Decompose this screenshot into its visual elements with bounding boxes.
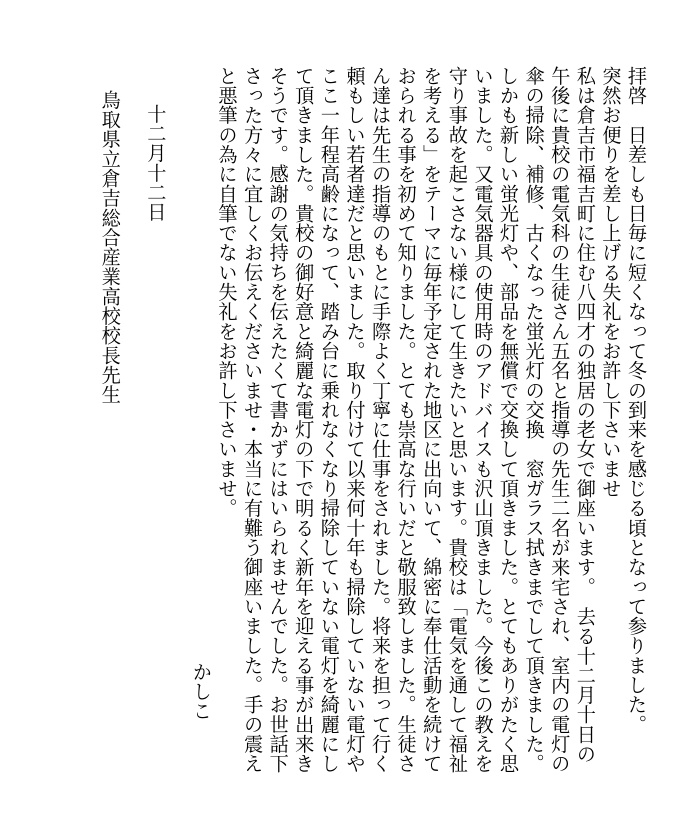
spacer	[123, 66, 143, 766]
letter-line: 突然お便りを差し上げる失礼をお許し下さいませ	[599, 66, 623, 499]
letter	[9, 66, 649, 774]
letter-line: 私は倉吉市福吉町に住む八四才の独居の老女で御座います。 去る十二月十日の	[573, 66, 597, 764]
letter-line: ここ一年程高齢になって、踏み台に乗れなくなり掃除していない電灯を綺麗にし	[317, 66, 341, 774]
letter-line: いました。又電気器具の使用時のアドバイスも沢山頂きました。今後この教えを	[471, 66, 495, 774]
letter-line: と悪筆の為に自筆でない失礼をお許し下さいませ。	[215, 66, 239, 518]
letter-line: 守り事故を起こさない様にして生きたいと思います。貴校は「電気を通して福祉	[445, 66, 469, 774]
letter-line: を考える」をテーマに毎年予定された地区に出向いて、綿密に奉仕活動を続けて	[420, 66, 444, 774]
letter-date: 十二月十二日	[144, 104, 168, 222]
letter-line: て頂きました。貴校の御好意と綺麗な電灯の下で明るく新年を迎える事が出来き	[292, 66, 316, 774]
letter-addressee: 鳥取県立倉吉総合産業高校校長先生	[98, 90, 122, 405]
letter-line: 頼もしい若者達だと思いました。取り付けて以来何十年も掃除していない電灯や	[343, 66, 367, 774]
letter-line: ん達は先生の指導のもとに手際よく丁寧に仕事をされました。将来を担って行く	[369, 66, 393, 774]
letter-line: 拝啓 日差しも日毎に短くなって冬の到来を感じる頃となって参りました。	[625, 66, 648, 735]
letter-line: さった方々に宜しくお伝えくださいませ・本当に有難う御座いました。手の震え	[241, 66, 265, 774]
letter-closing: かしこ	[189, 662, 213, 721]
letter-line: そうです。感謝の気持ちを伝えたくて書かずにはいられませんでした。お世話下	[266, 66, 290, 774]
letter-closing-row	[188, 66, 214, 766]
letter-line: 傘の掃除、補修、古くなった蛍光灯の交換 窓ガラス拭きまでして頂きました。	[522, 66, 546, 774]
spacer	[168, 66, 188, 766]
letter-line: しかも新しい蛍光灯や、部品を無償で交換して頂きました。とてもありがたく思	[497, 66, 521, 774]
letter-line: おられる事を初めて知りました。とても崇高な行いだと敬服致しました。生徒さ	[394, 66, 418, 774]
letter-line: 午後に貴校の電気科の生徒さん五名と指導の先生二名が来宅され、室内の電灯の	[548, 66, 572, 774]
